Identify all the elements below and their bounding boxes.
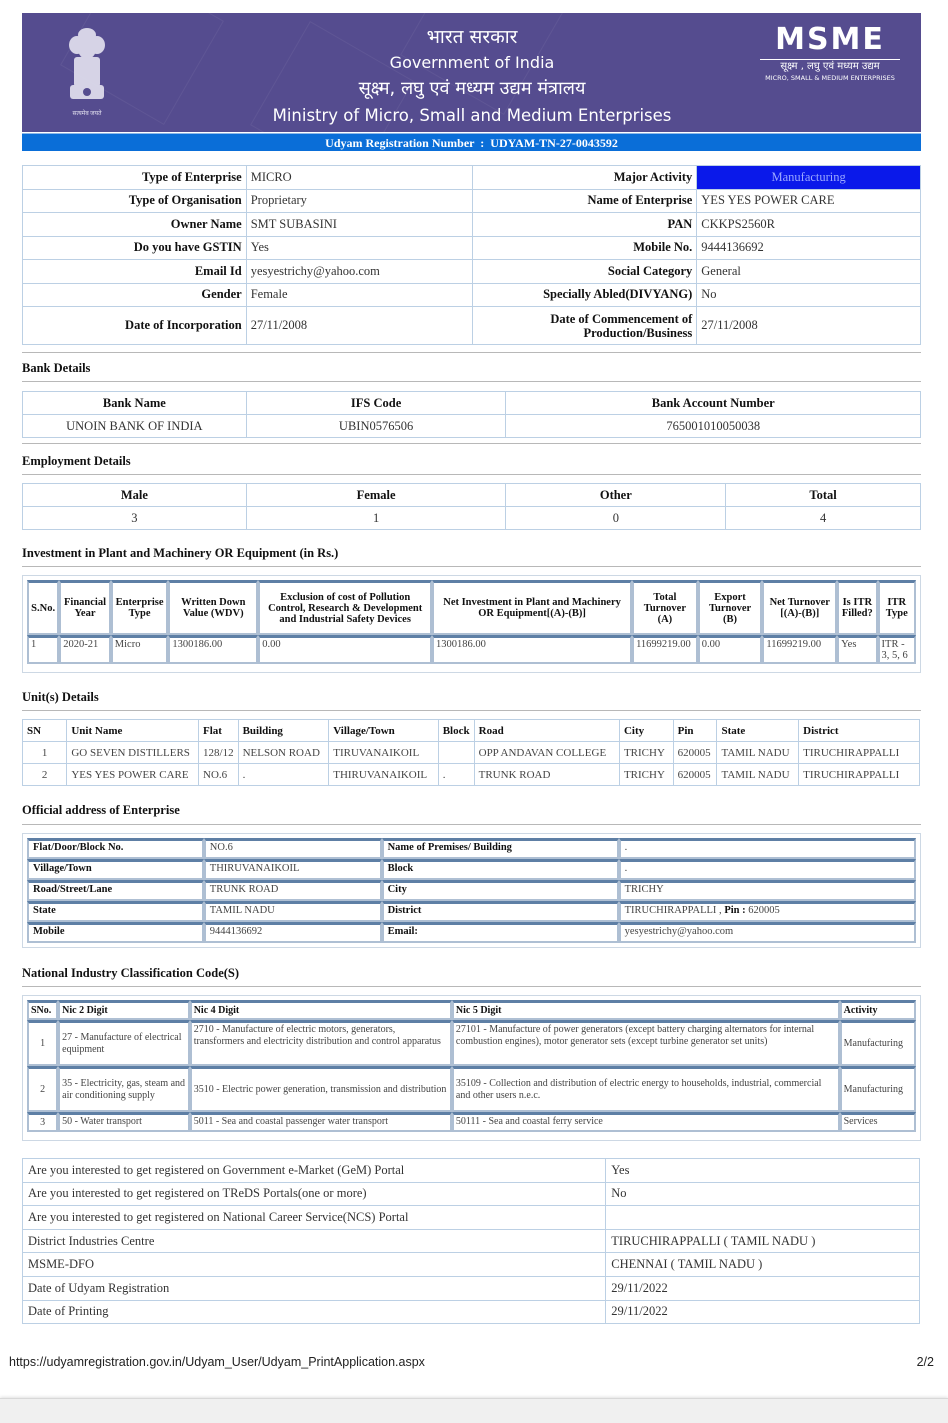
- field-value: CKKPS2560R: [697, 213, 921, 237]
- divider: [22, 352, 921, 353]
- field-value: YES YES POWER CARE: [697, 189, 921, 213]
- column-header: Net Investment in Plant and Machinery OR Equipment[(A)-(B)]: [432, 580, 632, 635]
- field-label: District Industries Centre: [23, 1229, 606, 1253]
- table-cell: TIRUCHIRAPPALLI: [799, 742, 920, 764]
- emblem-caption: सत्यमेव जयते: [72, 111, 102, 117]
- table-cell: 0.00: [258, 635, 432, 664]
- field-label: Date of Printing: [23, 1300, 606, 1324]
- field-label: Email:: [382, 922, 619, 943]
- table-header-row: [23, 392, 921, 415]
- table-cell: TAMIL NADU: [717, 742, 799, 764]
- field-label: Specially Abled(DIVYANG): [472, 283, 697, 307]
- column-header: IFS Code: [246, 392, 506, 415]
- table-cell: GO SEVEN DISTILLERS: [67, 742, 199, 764]
- section-title-bank: Bank Details: [22, 361, 91, 375]
- field-value: No: [697, 283, 921, 307]
- column-header: Nic 2 Digit: [58, 1000, 190, 1020]
- table-row: [23, 507, 921, 530]
- field-value: THIRUVANAIKOIL: [204, 859, 382, 880]
- table-row: [23, 742, 920, 764]
- table-row: [23, 1159, 920, 1183]
- field-value: TIRUCHIRAPPALLI ( TAMIL NADU ): [606, 1229, 920, 1253]
- field-value: NO.6: [204, 838, 382, 859]
- field-value: yesyestrichy@yahoo.com: [619, 922, 916, 943]
- table-row: [27, 880, 916, 901]
- field-label: Email Id: [23, 260, 247, 284]
- divider: [22, 381, 921, 382]
- table-cell: 620005: [673, 742, 717, 764]
- column-header: Road: [474, 720, 619, 742]
- column-header: Is ITR Filled?: [837, 580, 877, 635]
- field-label: City: [382, 880, 619, 901]
- field-label: Mobile: [27, 922, 204, 943]
- table-cell: 27101 - Manufacture of power generators (except battery charging alternators for internal combustion engines), motor generator sets (except turbine generator set units): [452, 1020, 840, 1066]
- field-label: Are you interested to get registered on Government e-Market (GeM) Portal: [23, 1159, 606, 1183]
- major-activity-value: Manufacturing: [697, 166, 921, 190]
- table-cell: THIRUVANAIKOIL: [329, 764, 438, 786]
- table-cell: 1: [27, 635, 59, 664]
- table-header-row: [23, 484, 921, 507]
- hindi-ministry-title: सूक्ष्म, लघु एवं मध्यम उद्यम मंत्रालय: [358, 78, 586, 99]
- field-value: [606, 1206, 920, 1230]
- table-row: [23, 189, 921, 213]
- field-label: Owner Name: [23, 213, 247, 237]
- table-cell: Micro: [111, 635, 169, 664]
- divider: [22, 474, 921, 475]
- table-cell: 11699219.00: [762, 635, 837, 664]
- print-page-number: 2/2: [916, 1355, 934, 1369]
- table-row: [23, 764, 920, 786]
- field-label: State: [27, 901, 204, 922]
- table-cell: 2: [23, 764, 67, 786]
- column-header: Female: [246, 484, 506, 507]
- investment-frame: [22, 575, 921, 673]
- section-title-official-address: Official address of Enterprise: [22, 803, 180, 817]
- table-cell: 0.00: [698, 635, 763, 664]
- table-row: [23, 260, 921, 284]
- column-header: ITR Type: [878, 580, 916, 635]
- udyam-registration-number-bar: [22, 133, 921, 151]
- table-cell: OPP ANDAVAN COLLEGE: [474, 742, 619, 764]
- column-header: Bank Account Number: [506, 392, 921, 415]
- section-title-nic: National Industry Classification Code(S): [22, 966, 240, 980]
- table-row: [23, 166, 921, 190]
- column-header: Net Turnover [(A)-(B)]: [762, 580, 837, 635]
- table-row: [27, 1112, 916, 1132]
- table-cell: 35 - Electricity, gas, steam and air conditioning supply: [58, 1066, 190, 1112]
- field-value: General: [697, 260, 921, 284]
- table-cell: 2710 - Manufacture of electric motors, generators, transformers and electricity distribution and control apparatus: [190, 1020, 452, 1066]
- field-label: Village/Town: [27, 859, 204, 880]
- enterprise-info-table: [22, 165, 921, 345]
- table-cell: TAMIL NADU: [717, 764, 799, 786]
- investment-table: [27, 580, 916, 664]
- national-emblem-icon: [62, 25, 112, 121]
- table-cell: 1300186.00: [168, 635, 258, 664]
- field-label: Date of Incorporation: [23, 307, 247, 345]
- print-footer-url: https://udyamregistration.gov.in/Udyam_User/Udyam_PrintApplication.aspx: [9, 1355, 425, 1369]
- table-row: [23, 1300, 920, 1324]
- ministry-title: Ministry of Micro, Small and Medium Enterprises: [272, 106, 672, 125]
- table-row: [27, 901, 916, 922]
- table-cell: 1300186.00: [432, 635, 632, 664]
- field-value: MICRO: [246, 166, 472, 190]
- bank-name: UNOIN BANK OF INDIA: [23, 415, 247, 438]
- table-cell: 35109 - Collection and distribution of electric energy to households, industrial, commercial and other users n.e.c.: [452, 1066, 840, 1112]
- district-pin-value: [619, 901, 916, 922]
- official-address-table: [27, 838, 916, 943]
- table-cell: 1: [27, 1020, 58, 1066]
- table-header-row: [23, 720, 920, 742]
- column-header: District: [799, 720, 920, 742]
- viewer-background: [0, 1398, 948, 1423]
- table-row: [27, 1066, 916, 1112]
- column-header: Exclusion of cost of Pollution Control, Research & Development and Industrial Safety Devices: [258, 580, 432, 635]
- column-header: Export Turnover (B): [698, 580, 763, 635]
- bank-account-number: 765001010050038: [506, 415, 921, 438]
- registration-number: UDYAM-TN-27-0043592: [490, 136, 618, 150]
- field-label: Type of Enterprise: [23, 166, 247, 190]
- table-cell: TIRUCHIRAPPALLI: [799, 764, 920, 786]
- table-header-row: [27, 1000, 916, 1020]
- field-label: Road/Street/Lane: [27, 880, 204, 901]
- table-row: [27, 838, 916, 859]
- field-value: TRICHY: [619, 880, 916, 901]
- field-label: Flat/Door/Block No.: [27, 838, 204, 859]
- field-value: .: [619, 838, 916, 859]
- table-cell: TRICHY: [619, 742, 673, 764]
- table-cell: .: [238, 764, 329, 786]
- field-label: Type of Organisation: [23, 189, 247, 213]
- msme-logo-text: MSME: [760, 23, 900, 60]
- table-cell: TRUNK ROAD: [474, 764, 619, 786]
- column-header: Pin: [673, 720, 717, 742]
- registration-misc-table: [22, 1158, 920, 1324]
- table-cell: 3510 - Electric power generation, transmission and distribution: [190, 1066, 452, 1112]
- column-header: Building: [238, 720, 329, 742]
- table-cell: TIRUVANAIKOIL: [329, 742, 438, 764]
- column-header: Unit Name: [67, 720, 199, 742]
- table-row: [23, 1206, 920, 1230]
- section-title-units: Unit(s) Details: [22, 690, 99, 704]
- divider: [22, 824, 921, 825]
- column-header: SNo.: [27, 1000, 58, 1020]
- field-label: Gender: [23, 283, 247, 307]
- field-label: Date of Udyam Registration: [23, 1276, 606, 1300]
- table-cell: Manufacturing: [840, 1020, 916, 1066]
- column-header: Total: [726, 484, 921, 507]
- field-label: Are you interested to get registered on TReDS Portals(one or more): [23, 1182, 606, 1206]
- section-title-employment: Employment Details: [22, 454, 131, 468]
- table-cell: 2: [27, 1066, 58, 1112]
- divider: [22, 710, 921, 711]
- table-cell: 2020-21: [59, 635, 111, 664]
- column-header: Nic 5 Digit: [452, 1000, 840, 1020]
- table-row: [23, 1229, 920, 1253]
- field-value: CHENNAI ( TAMIL NADU ): [606, 1253, 920, 1277]
- field-value: No: [606, 1182, 920, 1206]
- table-row: [27, 859, 916, 880]
- employment-details-table: [22, 483, 921, 530]
- column-header: SN: [23, 720, 67, 742]
- header-titles: [222, 23, 722, 129]
- table-cell: 27 - Manufacture of electrical equipment: [58, 1020, 190, 1066]
- column-header: Flat: [199, 720, 239, 742]
- male-count: 3: [23, 507, 247, 530]
- registration-label: Udyam Registration Number: [325, 136, 475, 150]
- section-title-investment: Investment in Plant and Machinery OR Equipment (in Rs.): [22, 546, 339, 560]
- district-value: TIRUCHIRAPPALLI ,: [624, 905, 722, 916]
- field-label: MSME-DFO: [23, 1253, 606, 1277]
- column-header: Activity: [840, 1000, 916, 1020]
- table-cell: 50111 - Sea and coastal ferry service: [452, 1112, 840, 1132]
- column-header: Total Turnover (A): [632, 580, 698, 635]
- column-header: Village/Town: [329, 720, 438, 742]
- field-value: .: [619, 859, 916, 880]
- table-cell: 1: [23, 742, 67, 764]
- field-value: Proprietary: [246, 189, 472, 213]
- table-row: [23, 1253, 920, 1277]
- table-header-row: [27, 580, 916, 635]
- msme-logo-caption: MICRO, SMALL & MEDIUM ENTERPRISES: [765, 74, 895, 82]
- government-title: Government of India: [389, 53, 555, 72]
- table-row: [23, 1182, 920, 1206]
- table-row: [27, 635, 916, 664]
- column-header: Written Down Value (WDV): [168, 580, 258, 635]
- nic-codes-table: [27, 1000, 916, 1132]
- field-value: Female: [246, 283, 472, 307]
- hindi-government-title: भारत सरकार: [426, 26, 518, 48]
- field-label: Block: [382, 859, 619, 880]
- column-header: Nic 4 Digit: [190, 1000, 452, 1020]
- table-row: [27, 1020, 916, 1066]
- table-row: [23, 283, 921, 307]
- table-row: [27, 922, 916, 943]
- field-value: TAMIL NADU: [204, 901, 382, 922]
- total-count: 4: [726, 507, 921, 530]
- pin-value: 620005: [748, 905, 780, 916]
- column-header: State: [717, 720, 799, 742]
- table-cell: NO.6: [199, 764, 239, 786]
- field-value: 9444136692: [697, 236, 921, 260]
- registration-separator: :: [480, 136, 485, 150]
- field-value: 29/11/2022: [606, 1276, 920, 1300]
- field-value: Yes: [246, 236, 472, 260]
- table-cell: TRICHY: [619, 764, 673, 786]
- field-label: Name of Premises/ Building: [382, 838, 619, 859]
- table-cell: 620005: [673, 764, 717, 786]
- divider: [22, 566, 921, 567]
- field-label: Social Category: [472, 260, 697, 284]
- unit-details-table: [22, 719, 920, 786]
- column-header: Male: [23, 484, 247, 507]
- field-value: SMT SUBASINI: [246, 213, 472, 237]
- field-label: Are you interested to get registered on National Career Service(NCS) Portal: [23, 1206, 606, 1230]
- divider: [22, 443, 921, 444]
- table-cell: 128/12: [199, 742, 239, 764]
- table-cell: ITR - 3, 5, 6: [878, 635, 916, 664]
- table-cell: Yes: [837, 635, 877, 664]
- table-row: [23, 213, 921, 237]
- msme-logo: [760, 23, 900, 82]
- column-header: S.No.: [27, 580, 59, 635]
- divider: [22, 986, 921, 987]
- table-cell: Manufacturing: [840, 1066, 916, 1112]
- table-cell: 11699219.00: [632, 635, 698, 664]
- column-header: Block: [438, 720, 474, 742]
- table-cell: Services: [840, 1112, 916, 1132]
- column-header: Bank Name: [23, 392, 247, 415]
- column-header: Financial Year: [59, 580, 111, 635]
- msme-logo-hindi: सूक्ष्म , लघु एवं मध्यम उद्यम: [780, 61, 880, 72]
- field-value: 27/11/2008: [697, 307, 921, 345]
- field-label: Name of Enterprise: [472, 189, 697, 213]
- field-value: Yes: [606, 1159, 920, 1183]
- field-label: PAN: [472, 213, 697, 237]
- field-label: Do you have GSTIN: [23, 236, 247, 260]
- pin-label: Pin :: [724, 905, 746, 916]
- table-row: [23, 307, 921, 345]
- field-label: Date of Commencement of Production/Business: [472, 307, 697, 345]
- field-label: District: [382, 901, 619, 922]
- field-value: TRUNK ROAD: [204, 880, 382, 901]
- table-cell: 50 - Water transport: [58, 1112, 190, 1132]
- field-value: yesyestrichy@yahoo.com: [246, 260, 472, 284]
- table-cell: YES YES POWER CARE: [67, 764, 199, 786]
- field-value: 27/11/2008: [246, 307, 472, 345]
- table-cell: NELSON ROAD: [238, 742, 329, 764]
- table-cell: .: [438, 764, 474, 786]
- table-cell: [438, 742, 474, 764]
- official-address-frame: [22, 833, 921, 948]
- column-header: City: [619, 720, 673, 742]
- table-row: [23, 1276, 920, 1300]
- other-count: 0: [506, 507, 726, 530]
- field-label: Major Activity: [472, 166, 697, 190]
- field-value: 9444136692: [204, 922, 382, 943]
- table-cell: 3: [27, 1112, 58, 1132]
- bank-details-table: [22, 391, 921, 438]
- column-header: Other: [506, 484, 726, 507]
- table-row: [23, 236, 921, 260]
- field-label: Mobile No.: [472, 236, 697, 260]
- field-value: 29/11/2022: [606, 1300, 920, 1324]
- ministry-header-banner: [22, 13, 921, 132]
- table-cell: 5011 - Sea and coastal passenger water transport: [190, 1112, 452, 1132]
- table-row: [23, 415, 921, 438]
- female-count: 1: [246, 507, 506, 530]
- ifs-code: UBIN0576506: [246, 415, 506, 438]
- nic-frame: [22, 995, 921, 1141]
- column-header: Enterprise Type: [111, 580, 169, 635]
